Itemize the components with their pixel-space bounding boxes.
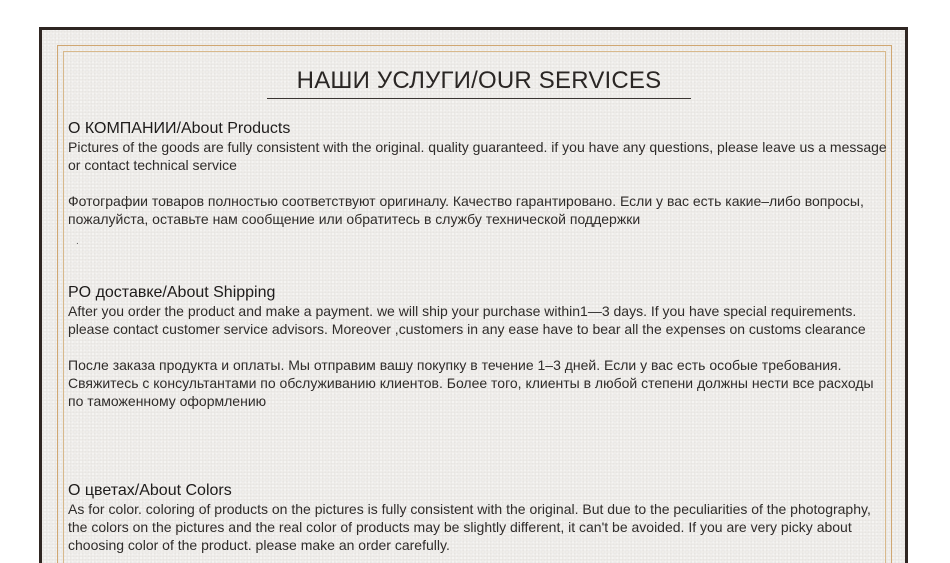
section-about-shipping [68, 283, 888, 410]
section-heading: PO доставке/About Shipping [68, 284, 276, 301]
section-text-en: Pictures of the goods are fully consistent with the original. quality guaranteed. if you have any questions, please leave us a message or contact technical service [68, 139, 887, 173]
section-text-ru: После заказа продукта и оплаты. Мы отправим вашу покупку в течение 1–3 дней. Если у вас есть особые требования. Свяжитесь с консультантами по обслуживанию клиентов. Более того, клиенты в любой степени должны нести все расходы по таможенному оформлению [68, 357, 874, 409]
page-title: НАШИ УСЛУГИ/OUR SERVICES [267, 66, 691, 99]
section-text-en: After you order the product and make a payment. we will ship your purchase within1—3 days. If you have special requirements. please contact customer service advisors. Moreover ,customers in any ease have to bear all the expenses on customs clearance [68, 303, 866, 337]
section-heading: О КОМПАНИИ/About Products [68, 120, 291, 137]
section-heading: О цветах/About Colors [68, 482, 232, 499]
stray-dot: . [76, 236, 79, 247]
section-text-ru: Фотографии товаров полностью соответствуют оригиналу. Качество гарантировано. Если у вас есть какие–либо вопросы, пожалуйста, оставьте нам сообщение или обратитесь в службу технической поддержки [68, 193, 864, 227]
section-text-en: As for color. coloring of products on the pictures is fully consistent with the original. But due to the peculiarities of the photography, the colors on the pictures and the real color of products may be slightly different, it can't be avoided. If you are very picky about choosing color of the product. please make an order carefully. [68, 501, 871, 553]
section-about-products [68, 119, 888, 228]
section-about-colors [68, 481, 888, 554]
